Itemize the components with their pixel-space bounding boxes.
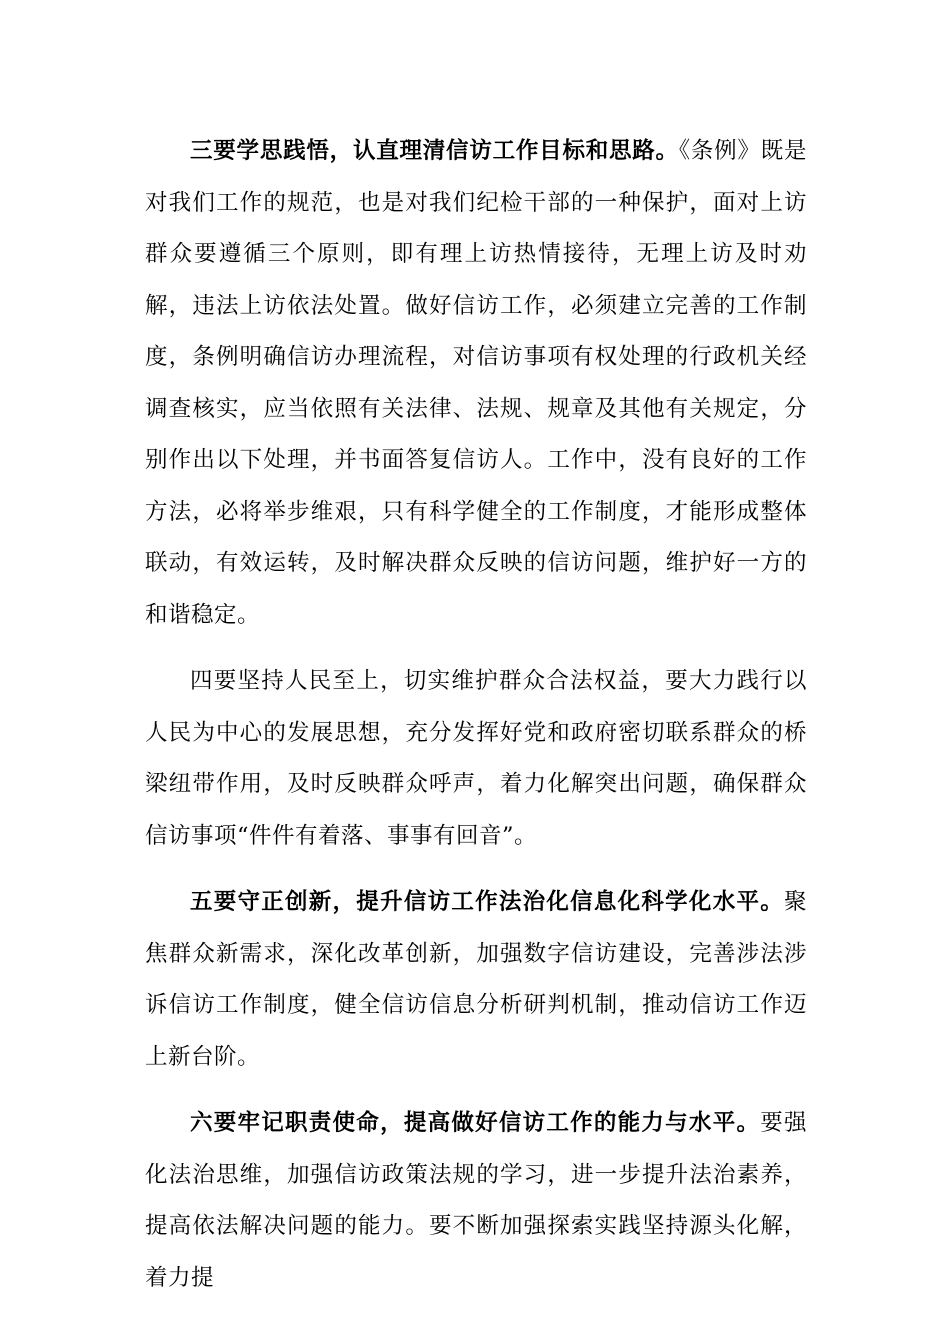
paragraph-3-heading: 三要学思践悟，认直理清信访工作目标和思路。	[190, 138, 679, 164]
paragraph-5	[145, 877, 807, 1083]
paragraph-6-heading: 六要牢记职责使命，提高做好信访工作的能力与水平。	[190, 1110, 761, 1136]
paragraph-4	[145, 656, 807, 862]
paragraph-4-text: 四要坚持人民至上，切实维护群众合法权益，要大力践行以人民为中心的发展思想，充分发挥好党和政府密切联系群众的桥梁纽带作用，及时反映群众呼声，着力化解突出问题，确保群众信访事项“件件有着落、事事有回音”。	[145, 668, 807, 849]
paragraph-6	[145, 1098, 807, 1304]
paragraph-3-text: 《条例》既是对我们工作的规范，也是对我们纪检干部的一种保护，面对上访群众要遵循三个原则，即有理上访热情接待，无理上访及时劝解，违法上访依法处置。做好信访工作，必须建立完善的工作制度，条例明确信访办理流程，对信访事项有权处理的行政机关经调查核实，应当依照有关法律、法规、规章及其他有关规定，分别作出以下处理，并书面答复信访人。工作中，没有良好的工作方法，必将举步维艰，只有科学健全的工作制度，才能形成整体联动，有效运转，及时解决群众反映的信访问题，维护好一方的和谐稳定。	[145, 138, 807, 628]
document-body	[145, 126, 807, 1304]
paragraph-3	[145, 126, 807, 641]
paragraph-5-text: 聚焦群众新需求，深化改革创新，加强数字信访建设，完善涉法涉诉信访工作制度，健全信访信息分析研判机制，推动信访工作迈上新台阶。	[145, 889, 807, 1070]
paragraph-6-text: 要强化法治思维，加强信访政策法规的学习，进一步提升法治素养，提高依法解决问题的能力。要不断加强探索实践坚持源头化解，着力提	[145, 1110, 807, 1291]
paragraph-5-heading: 五要守正创新，提升信访工作法治化信息化科学化水平。	[190, 889, 784, 915]
